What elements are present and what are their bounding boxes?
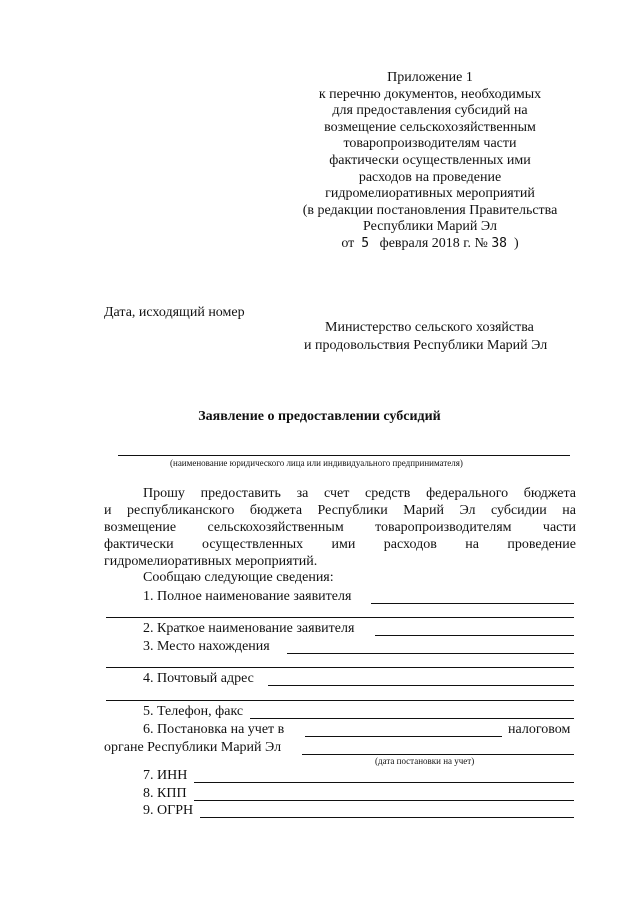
appendix-line: расходов на проведение (358, 169, 502, 185)
date-prefix: от (341, 235, 355, 251)
field-registration-label: 6. Постановка на учет в (143, 722, 285, 737)
appendix-line: к перечню документов, необходимых (318, 86, 542, 102)
field-location-line[interactable] (287, 653, 574, 654)
sender-label: Дата, исходящий номер (104, 305, 245, 320)
field-postal-address-line-2[interactable] (106, 700, 574, 701)
date-number: 38 (491, 235, 507, 251)
field-full-name-line[interactable] (371, 603, 574, 604)
field-registration-date-line[interactable] (302, 754, 574, 755)
recipient-line1: Министерство сельского хозяйства (325, 320, 534, 335)
field-phone-fax-label: 5. Телефон, факс (143, 704, 244, 719)
date-month-year: февраля 2018 г. № (379, 235, 488, 251)
field-registration-line2-label: органе Республики Марий Эл (104, 740, 282, 755)
appendix-line: фактически осуществленных ими (329, 152, 531, 168)
field-full-name-line-2[interactable] (106, 617, 574, 618)
field-postal-address-line[interactable] (268, 685, 574, 686)
date-suffix: ) (513, 235, 519, 251)
request-line: Прошу предоставить за счет средств федерального бюджета (143, 486, 576, 501)
applicant-name-line[interactable] (118, 455, 570, 456)
field-ogrn-label: 9. ОГРН (143, 803, 194, 818)
appendix-line: (в редакции постановления Правительства (302, 202, 558, 218)
appendix-header (270, 70, 590, 253)
appendix-line: Республики Марий Эл (363, 219, 497, 235)
request-line: гидромелиоративных мероприятий. (104, 554, 318, 569)
registration-caption: (дата постановки на учет) (375, 756, 475, 766)
request-paragraph (104, 485, 576, 570)
field-location-label: 3. Место нахождения (143, 639, 270, 654)
field-postal-address-label: 4. Почтовый адрес (143, 671, 254, 686)
info-intro: Сообщаю следующие сведения: (143, 570, 334, 585)
field-kpp-label: 8. КПП (143, 786, 187, 801)
field-short-name-label: 2. Краткое наименование заявителя (143, 621, 355, 636)
field-inn-label: 7. ИНН (143, 768, 188, 783)
appendix-line: товаропроизводителям части (343, 136, 517, 152)
request-line: возмещение сельскохозяйственным товаропроизводителям части (104, 520, 576, 535)
field-full-name-label: 1. Полное наименование заявителя (143, 589, 352, 604)
appendix-line: гидромелиоративных мероприятий (325, 186, 535, 202)
field-short-name-line[interactable] (375, 635, 574, 636)
field-kpp-line[interactable] (194, 800, 574, 801)
appendix-date-line (270, 236, 590, 253)
request-line: и республиканского бюджета Республики Марий Эл субсидии на (104, 503, 576, 518)
field-location-line-2[interactable] (106, 667, 574, 668)
request-line: фактически осуществленных ими расходов на проведение (104, 537, 576, 552)
field-registration-suffix: налоговом (508, 722, 571, 737)
field-ogrn-line[interactable] (200, 817, 574, 818)
field-inn-line[interactable] (194, 782, 574, 783)
applicant-caption: (наименование юридического лица или индивидуального предпринимателя) (170, 458, 463, 468)
date-day: 5 (361, 235, 370, 251)
field-registration-line[interactable] (305, 736, 502, 737)
field-phone-fax-line[interactable] (250, 718, 574, 719)
appendix-line: Приложение 1 (387, 70, 473, 85)
appendix-line: возмещение сельскохозяйственным (324, 119, 536, 135)
recipient-line2: и продовольствия Республики Марий Эл (304, 338, 548, 353)
document-title: Заявление о предоставлении субсидий (198, 409, 441, 424)
appendix-line: для предоставления субсидий на (332, 103, 528, 119)
